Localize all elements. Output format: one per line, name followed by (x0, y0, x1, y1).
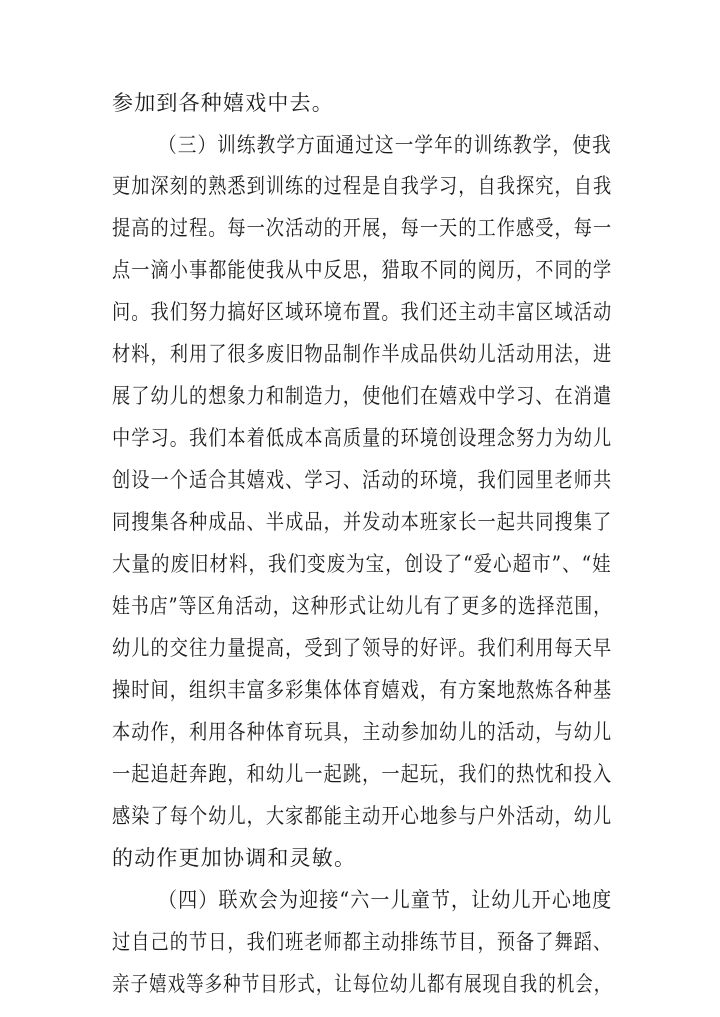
paragraph-line: 材料，利用了很多废旧物品制作半成品供幼儿活动用法，进 (112, 342, 613, 366)
paragraph-line: 幼儿的交往力量提高，受到了领导的好评。我们利用每天早 (112, 636, 613, 660)
paragraph-line: 同搜集各种成品、半成品，并发动本班家长一起共同搜集了 (112, 510, 613, 534)
paragraph-line: 感染了每个幼儿，大家都能主动开心地参与户外活动，幼儿 (112, 804, 613, 828)
paragraph-line: 的动作更加协调和灵敏。 (112, 846, 357, 870)
paragraph-line: 更加深刻的熟悉到训练的过程是自我学习，自我探究，自我 (112, 174, 613, 198)
paragraph-line: 问。我们努力搞好区域环境布置。我们还主动丰富区域活动 (112, 300, 613, 324)
paragraph-line: 中学习。我们本着低成本高质量的环境创设理念努力为幼儿 (112, 426, 613, 450)
paragraph-line: 过自己的节日，我们班老师都主动排练节目，预备了舞蹈、 (112, 930, 613, 954)
paragraph-line: 展了幼儿的想象力和制造力，使他们在嬉戏中学习、在消遣 (112, 384, 613, 408)
section-4-heading-line: （四）联欢会为迎接“六一儿童节，让幼儿开心地度 (158, 888, 613, 912)
paragraph-line: 本动作，利用各种体育玩具，主动参加幼儿的活动，与幼儿 (112, 720, 613, 744)
paragraph-line: 操时间，组织丰富多彩集体体育嬉戏，有方案地熬炼各种基 (112, 678, 613, 702)
paragraph-line: 大量的废旧材料，我们变废为宝，创设了“爱心超市”、“娃 (112, 552, 612, 576)
paragraph-line: 参加到各种嬉戏中去。 (112, 91, 334, 115)
section-3-heading-line: （三）训练教学方面通过这一学年的训练教学，使我 (158, 133, 612, 157)
paragraph-line: 提高的过程。每一次活动的开展，每一天的工作感受，每一 (112, 216, 613, 240)
paragraph-line: 点一滴小事都能使我从中反思，猎取不同的阅历，不同的学 (112, 258, 613, 282)
paragraph-line: 娃书店”等区角活动，这种形式让幼儿有了更多的选择范围， (112, 594, 613, 618)
paragraph-line: 亲子嬉戏等多种节目形式，让每位幼儿都有展现自我的机会， (112, 972, 613, 996)
paragraph-line: 一起追赶奔跑，和幼儿一起跳，一起玩，我们的热忱和投入 (112, 762, 613, 786)
paragraph-line: 创设一个适合其嬉戏、学习、活动的环境，我们园里老师共 (112, 468, 613, 492)
